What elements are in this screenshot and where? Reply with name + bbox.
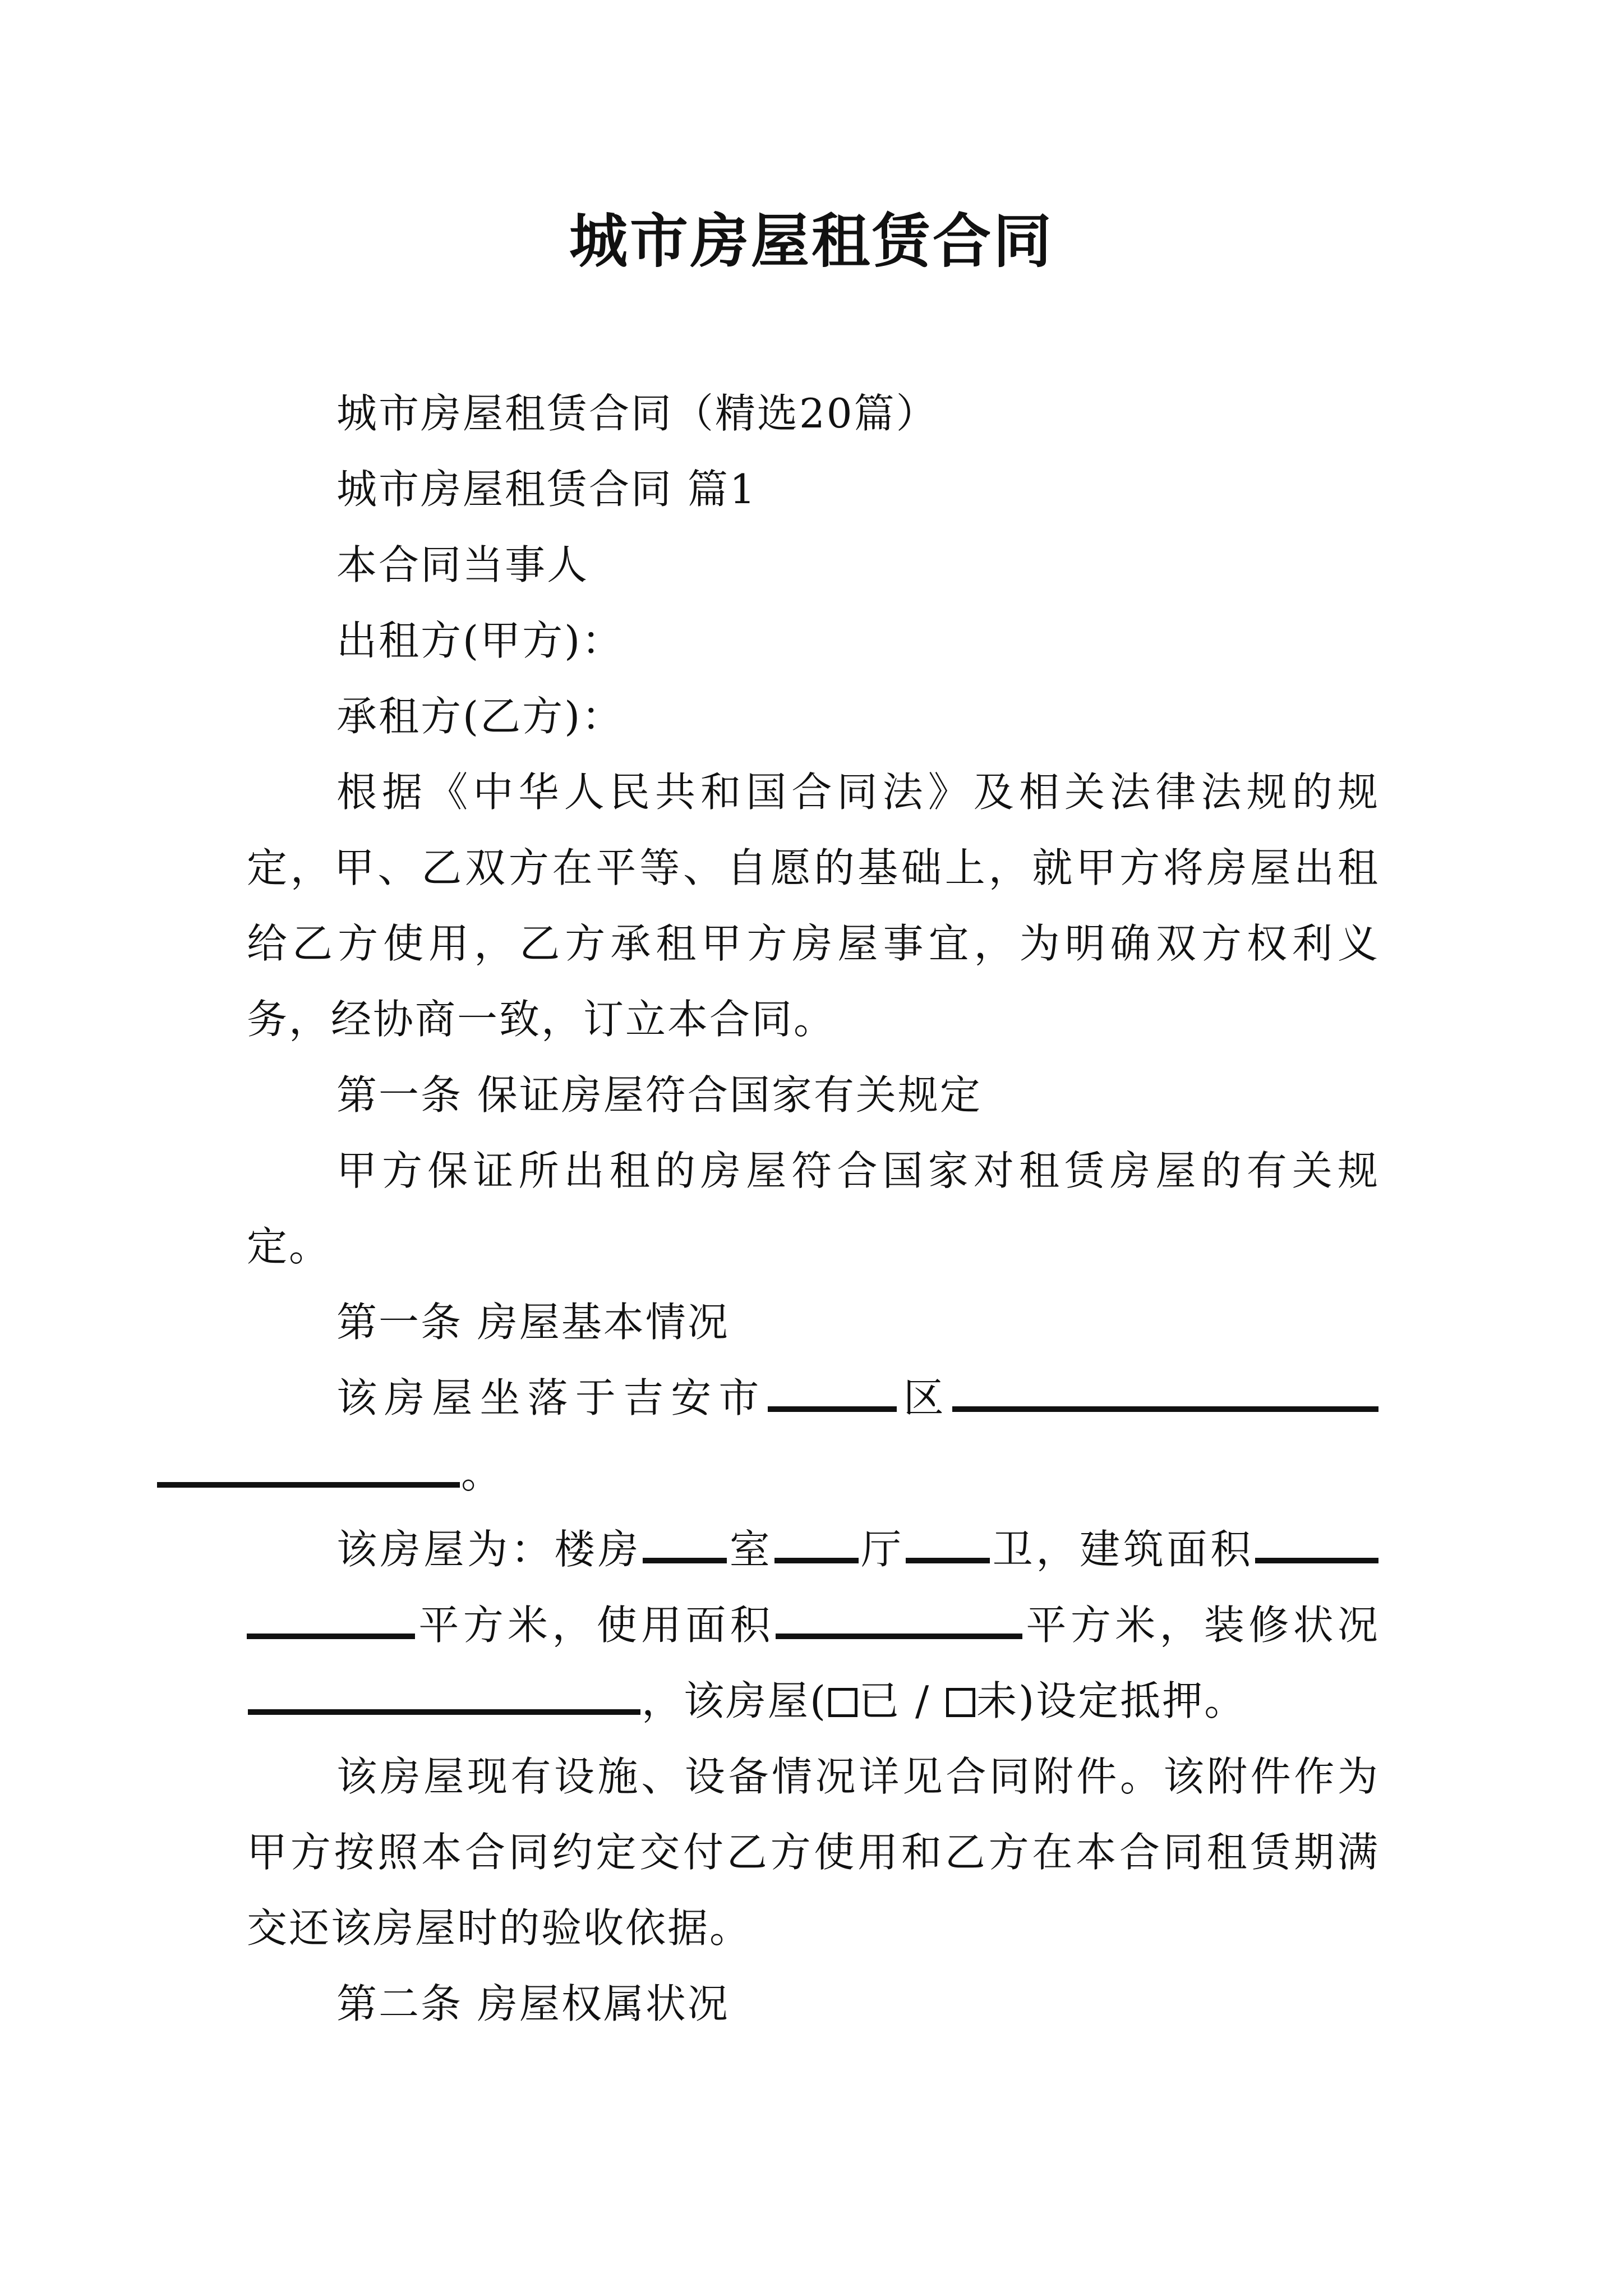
paragraph-preamble: 根据《中华人民共和国合同法》及相关法律法规的规定，甲、乙双方在平等、自愿的基础上，就甲方将房屋出租给乙方使用，乙方承租甲方房屋事宜，为明确双方权利义务，经协商一致，订立本合同。: [247, 769, 1380, 1043]
blank-usable-area: [776, 1605, 1022, 1639]
blank-address: [952, 1378, 1378, 1412]
paragraph-house-details: [247, 1512, 1380, 1739]
paragraph-lessee: 承租方(乙方)：: [336, 693, 624, 740]
text-segment: 厅: [859, 1526, 905, 1573]
text-segment: 该房屋为：楼房: [336, 1526, 642, 1573]
text-segment: 卫，建筑面积: [990, 1526, 1254, 1573]
text-segment: 未)设定抵押。: [976, 1677, 1247, 1724]
text-segment: 已 /: [859, 1677, 946, 1724]
paragraph-lessor: 出租方(甲方)：: [336, 617, 624, 664]
mortgage-no-checkbox[interactable]: [946, 1688, 975, 1717]
blank-district: [768, 1378, 897, 1412]
blank-address-continued: [157, 1454, 460, 1488]
document-title: 城市房屋租赁合同: [569, 206, 1054, 275]
text-segment: 区: [897, 1374, 951, 1421]
paragraph-subtitle: 城市房屋租赁合同（精选20篇）: [336, 390, 938, 437]
blank-building-area-continued: [247, 1605, 415, 1639]
paragraph-parties-heading: 本合同当事人: [336, 541, 589, 588]
text-segment: 室: [728, 1526, 773, 1573]
text-segment: 平方米，使用面积: [416, 1602, 775, 1649]
paragraph-section-heading: 城市房屋租赁合同 篇1: [336, 466, 757, 513]
blank-halls: [774, 1530, 859, 1563]
text-segment: 平方米，装修状况: [1023, 1602, 1380, 1649]
text-segment: 。: [461, 1450, 504, 1497]
paragraph-article-text: 甲方保证所出租的房屋符合国家对租赁房屋的有关规定。: [247, 1147, 1380, 1270]
paragraph-location: [247, 1360, 1380, 1512]
paragraph-article-heading: 第一条 保证房屋符合国家有关规定: [336, 1071, 982, 1119]
paragraph-article-heading: 第二条 房屋权属状况: [336, 1980, 730, 2027]
mortgage-yes-checkbox[interactable]: [828, 1688, 857, 1717]
text-segment: ，该房屋(: [642, 1677, 828, 1724]
document-body: [247, 376, 1380, 2042]
paragraph-article-heading: 第一条 房屋基本情况: [336, 1299, 730, 1346]
blank-rooms: [643, 1530, 727, 1563]
paragraph-facilities: 该房屋现有设施、设备情况详见合同附件。该附件作为甲方按照本合同约定交付乙方使用和乙方在本合同租赁期满交还该房屋时的验收依据。: [247, 1753, 1380, 1952]
blank-decoration-status: [248, 1681, 640, 1715]
blank-bathrooms: [906, 1530, 990, 1563]
text-segment: 该房屋坐落于吉安市: [336, 1374, 767, 1421]
blank-building-area: [1255, 1530, 1378, 1563]
